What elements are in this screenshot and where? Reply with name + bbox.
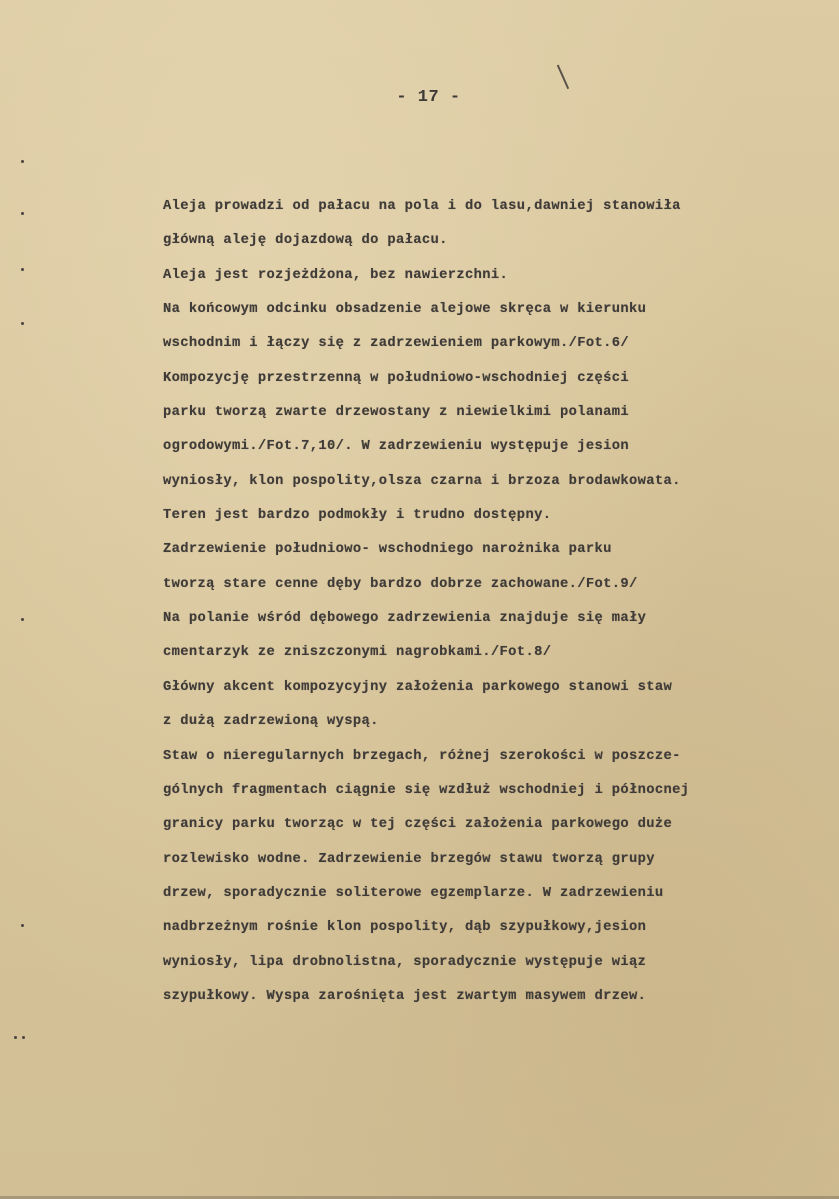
margin-dot: [21, 322, 24, 325]
text-line: główną aleję dojazdową do pałacu.: [163, 233, 448, 249]
text-line: Główny akcent kompozycyjny założenia parkowego stanowi staw: [163, 679, 673, 695]
text-line: wschodnim i łączy się z zadrzewieniem parkowym./Fot.6/: [163, 336, 629, 352]
text-line: nadbrzeżnym rośnie klon pospolity, dąb szypułkowy,jesion: [163, 920, 647, 936]
text-line: gólnych fragmentach ciągnie się wzdłuż wschodniej i północnej: [163, 782, 690, 798]
text-line: Aleja prowadzi od pałacu na pola i do lasu,dawniej stanowiła: [163, 199, 681, 214]
body-text: [163, 190, 813, 1014]
text-line: Teren jest bardzo podmokły i trudno dostępny.: [163, 508, 552, 524]
margin-dot: [21, 618, 24, 621]
margin-dot: [21, 268, 24, 271]
text-line: Na końcowym odcinku obsadzenie alejowe skręca w kierunku: [163, 302, 647, 318]
text-line: Kompozycję przestrzenną w południowo-wschodniej części: [163, 370, 629, 386]
text-line: ogrodowymi./Fot.7,10/. W zadrzewieniu występuje jesion: [163, 439, 629, 455]
text-line: wyniosły, lipa drobnolistna, sporadycznie występuje wiąz: [163, 954, 647, 970]
text-line: rozlewisko wodne. Zadrzewienie brzegów stawu tworzą grupy: [163, 851, 655, 867]
text-line: drzew, sporadycznie soliterowe egzemplarze. W zadrzewieniu: [163, 885, 664, 901]
page-number: - 17 -: [396, 88, 461, 107]
text-line: szypułkowy. Wyspa zarośnięta jest zwartym masywem drzew.: [163, 988, 647, 1004]
text-line: Zadrzewienie południowo- wschodniego narożnika parku: [163, 542, 612, 558]
margin-dot: [14, 1036, 17, 1039]
text-line: wyniosły, klon pospolity,olsza czarna i brzoza brodawkowata.: [163, 473, 681, 489]
margin-dot: [21, 212, 24, 215]
margin-dot: [21, 160, 24, 163]
text-line: Staw o nieregularnych brzegach, różnej szerokości w poszcze-: [163, 748, 681, 764]
text-line: Na polanie wśród dębowego zadrzewienia znajduje się mały: [163, 611, 647, 627]
text-line: cmentarzyk ze zniszczonymi nagrobkami./Fot.8/: [163, 645, 552, 661]
text-line: granicy parku tworząc w tej części założenia parkowego duże: [163, 817, 673, 833]
text-line: parku tworzą zwarte drzewostany z niewielkimi polanami: [163, 405, 629, 421]
text-line: tworzą stare cenne dęby bardzo dobrze zachowane./Fot.9/: [163, 576, 638, 592]
text-line: Aleja jest rozjeżdżona, bez nawierzchni.: [163, 267, 509, 283]
margin-dot: [21, 924, 24, 927]
pen-mark: [557, 65, 569, 89]
margin-dot: [22, 1036, 25, 1039]
text-line: z dużą zadrzewioną wyspą.: [163, 714, 379, 730]
